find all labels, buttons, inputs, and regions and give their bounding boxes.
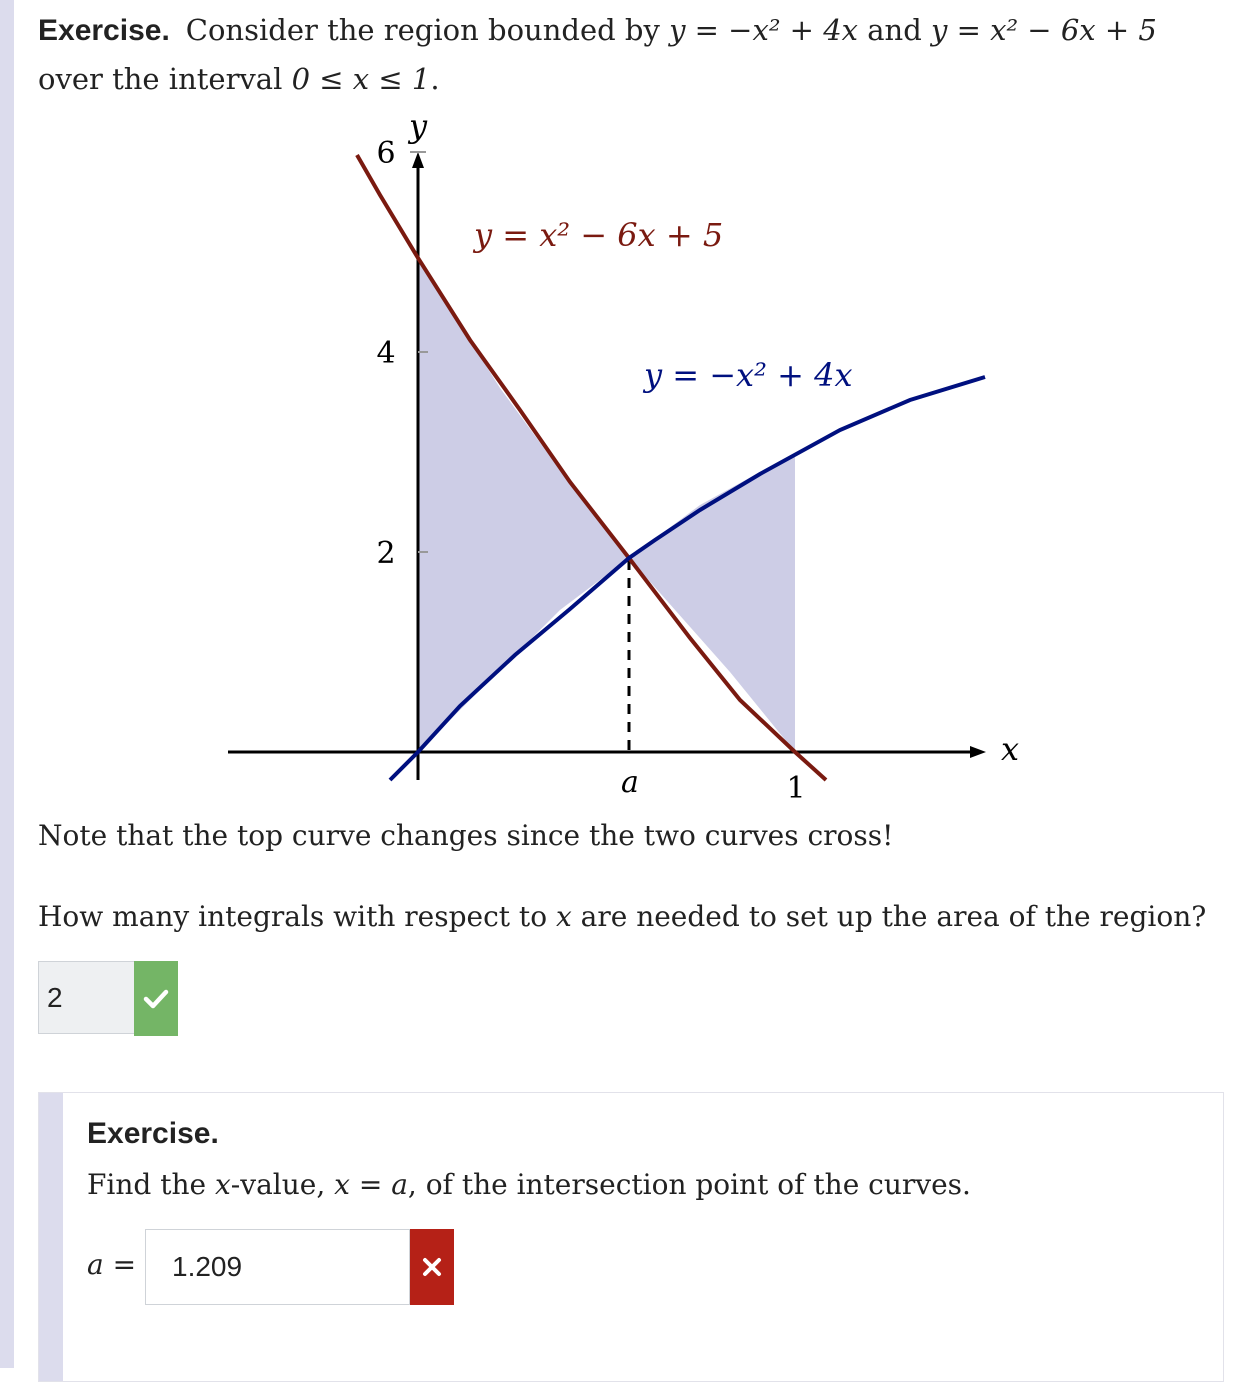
a-equals-label: a =: [87, 1248, 137, 1281]
y-axis-arrow: [412, 152, 424, 168]
blue-curve-label: y = −x² + 4x: [644, 356, 853, 394]
exercise-label: Exercise.: [38, 14, 170, 47]
x-tick-label-a: a: [621, 765, 639, 800]
note-text: Note that the top curve changes since the two curves cross!: [38, 819, 894, 852]
prompt-var: x: [215, 1168, 231, 1201]
x-axis-label: x: [1000, 730, 1020, 768]
intro-text: Consider the region bounded by: [185, 13, 670, 47]
incorrect-x-icon: [410, 1229, 454, 1305]
y-tick-label-6: 6: [376, 136, 396, 171]
shaded-region-left: [418, 258, 629, 752]
prompt-eq: x = a: [334, 1168, 408, 1201]
intro-end: .: [430, 62, 440, 96]
shaded-region-right: [629, 455, 795, 752]
intersection-x-input[interactable]: 1.209: [145, 1229, 410, 1305]
prompt-pre: Find the: [87, 1168, 215, 1201]
intro-text-post: over the interval: [38, 62, 292, 96]
x-axis-arrow: [970, 746, 986, 758]
sub-exercise-accent-bar: [39, 1093, 63, 1381]
intersection-exercise: [38, 1092, 1224, 1382]
prompt-mid: -value,: [230, 1168, 335, 1201]
y-tick-label-4: 4: [376, 336, 396, 371]
curve2-formula: y = x² − 6x + 5: [930, 13, 1157, 47]
question-post: are needed to set up the area of the region?: [571, 900, 1207, 933]
interval: 0 ≤ x ≤ 1: [291, 62, 431, 96]
correct-check-icon: [134, 961, 178, 1036]
prompt-post: , of the intersection point of the curves.: [407, 1168, 971, 1201]
y-axis-label: y: [408, 107, 428, 145]
y-tick-label-2: 2: [376, 536, 396, 571]
question-var: x: [555, 900, 572, 933]
curve1-formula: y = −x² + 4x: [669, 13, 859, 47]
integral-count-input[interactable]: 2: [38, 961, 134, 1034]
red-curve-label: y = x² − 6x + 5: [474, 216, 724, 254]
x-tick-label-1: 1: [786, 771, 806, 806]
intro-and: and: [858, 13, 931, 47]
question-text: [38, 893, 1206, 941]
sub-exercise-title: Exercise.: [87, 1117, 219, 1150]
question-pre: How many integrals with respect to: [38, 900, 556, 933]
sub-exercise-prompt: [87, 1161, 971, 1209]
